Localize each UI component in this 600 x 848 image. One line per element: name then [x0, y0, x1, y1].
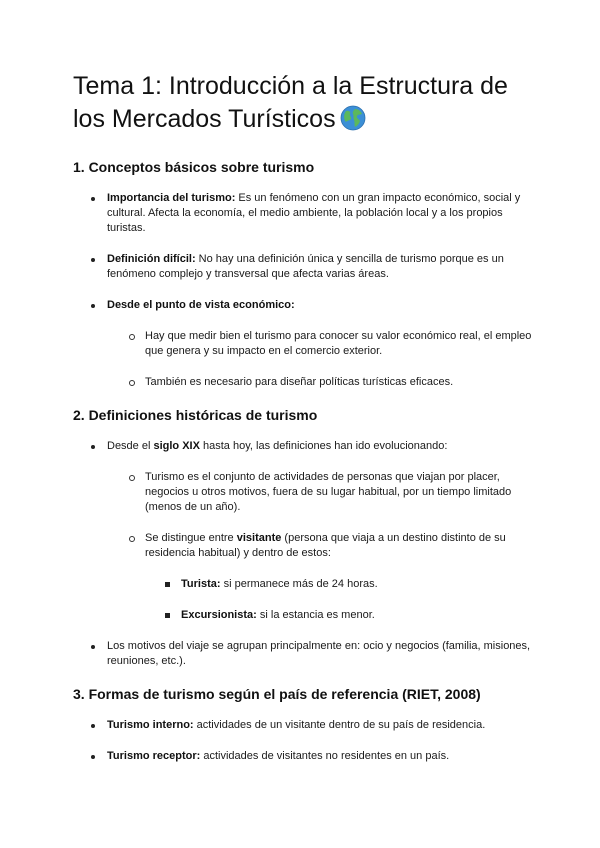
item-text: Desde el [107, 440, 154, 452]
item-text: No hay una definición única y sencilla de turismo porque es un fenómeno complejo y transversal que afecta varias áreas. [107, 253, 504, 280]
item-bold-label: Definición difícil: [107, 253, 196, 265]
sub-list-item: También es necesario para diseñar políticas turísticas eficaces. [107, 375, 536, 390]
list-item [73, 191, 536, 236]
item-text: Se distingue entre [145, 532, 237, 544]
section-heading: 3. Formas de turismo según el país de referencia (RIET, 2008) [73, 686, 481, 702]
sub-list-item [107, 531, 536, 623]
document-title [73, 70, 536, 136]
item-text: actividades de visitantes no residentes en un país. [200, 750, 450, 762]
section-heading: 2. Definiciones históricas de turismo [73, 407, 318, 423]
item-bold-label: Turismo interno: [107, 719, 194, 731]
list-item: Los motivos del viaje se agrupan principalmente en: ocio y negocios (familia, misiones, reuniones, etc.). [73, 639, 536, 669]
title-text: Tema 1: Introducción a la Estructura de los Mercados Turísticos [73, 72, 508, 133]
list-item [73, 252, 536, 282]
item-text: si permanece más de 24 horas. [220, 578, 378, 590]
section-2 [73, 406, 536, 669]
section-1 [73, 158, 536, 390]
item-bold-label: siglo XIX [153, 440, 200, 452]
section-3 [73, 685, 536, 764]
item-bold-label: Excursionista: [181, 609, 257, 621]
globe-icon [340, 105, 366, 131]
list-item [73, 298, 536, 390]
item-text: Es un fenómeno con un gran impacto económico, social y cultural. Afecta la economía, el medio ambiente, la población local y a los propios turistas. [107, 192, 521, 234]
sub-sub-list-item [145, 577, 536, 592]
item-bold-label: Importancia del turismo: [107, 192, 236, 204]
list-item [73, 718, 536, 733]
item-bold-label: Turista: [181, 578, 221, 590]
item-bold-label: Turismo receptor: [107, 750, 201, 762]
sub-sub-list-item [145, 608, 536, 623]
item-bold-label: Desde el punto de vista económico: [107, 299, 295, 311]
item-text: hasta hoy, las definiciones han ido evolucionando: [199, 440, 448, 452]
item-text: si la estancia es menor. [256, 609, 375, 621]
sub-list-item: Hay que medir bien el turismo para conocer su valor económico real, el empleo que genera y su impacto en el comercio exterior. [107, 329, 536, 359]
item-text: (persona que viaja a un destino distinto de su residencia habitual) y dentro de estos: [145, 532, 506, 559]
list-item [73, 749, 536, 764]
section-heading: 1. Conceptos básicos sobre turismo [73, 159, 315, 175]
item-text: actividades de un visitante dentro de su país de residencia. [193, 719, 486, 731]
sub-list-item: Turismo es el conjunto de actividades de personas que viajan por placer, negocios u otros motivos, fuera de su lugar habitual, por un tiempo limitado (menos de un año). [107, 470, 536, 515]
item-bold-label: visitante [236, 532, 282, 544]
list-item [73, 439, 536, 623]
